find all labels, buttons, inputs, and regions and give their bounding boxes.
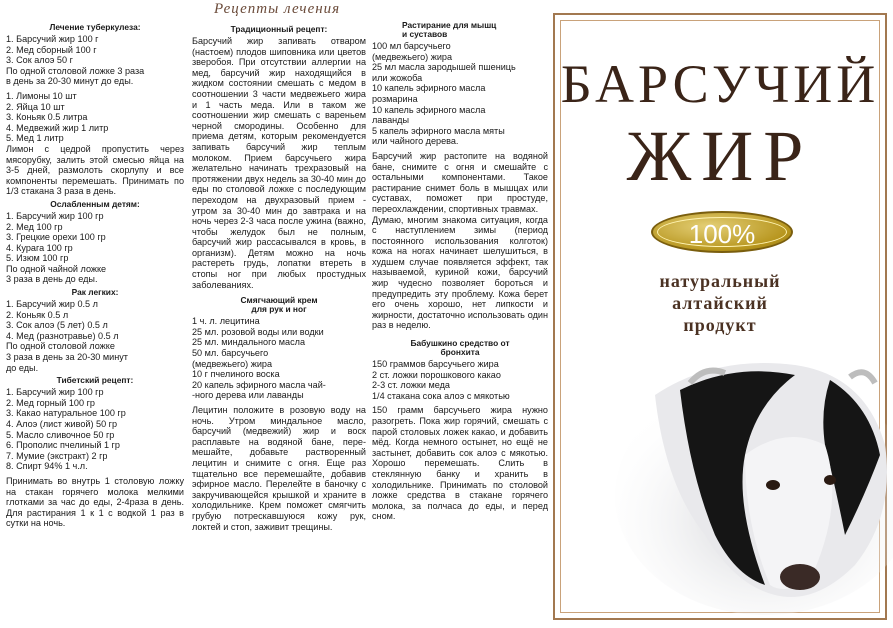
- ingredient-list: [6, 211, 184, 285]
- section-title: Смягчающий крем: [240, 295, 318, 306]
- list-line: 3. Какао натуральное 100 гр: [6, 408, 126, 419]
- instruction-text: Думаю, многим знакома ситуация, когда с наступлением зимы (период постоянного использования колготок) кожа на ногах начинает шелушиться, в худшем случае появляется эффект, так называемой, куриной кожи, барсучий жир чудесно позволяет бороться и предупредить эту проблему. Кожа берет его очень хорошо, нет липкости и жирности, достаточно использовать один раз в неделю.: [372, 214, 548, 331]
- list-line: 5 капель эфирного масла мяты: [372, 125, 505, 136]
- list-line: 7. Мумие (экстракт) 2 гр: [6, 450, 108, 461]
- list-line: 20 капель эфирного масла чай-: [192, 379, 326, 390]
- list-line: 5. Мед 1 литр: [6, 133, 64, 144]
- column-left: [6, 20, 184, 529]
- list-line: -ного дерева или лаванды: [192, 390, 304, 401]
- list-line: По одной столовой ложке 3 раза: [6, 65, 145, 76]
- list-line: 3. Сок алоэ 50 г: [6, 55, 73, 66]
- list-line: 5. Изюм 100 гр: [6, 253, 69, 264]
- product-title-line1: БАРСУЧИЙ: [560, 54, 880, 114]
- list-line: 3. Сок алоэ (5 лет) 0.5 л: [6, 320, 108, 331]
- section-title: Растирание для мышц: [402, 20, 497, 30]
- list-line: 2. Яйца 10 шт: [6, 101, 65, 112]
- list-line: 1. Барсучий жир 100 г: [6, 34, 99, 44]
- list-line: (медвежьего) жира: [372, 51, 453, 62]
- list-line: 25 мл. миндального масла: [192, 337, 306, 348]
- list-line: 1. Барсучий жир 0.5 л: [6, 299, 98, 310]
- product-panel: [553, 13, 887, 620]
- recipes-banner: Рецепты лечения: [214, 1, 341, 17]
- ingredient-list: [372, 41, 548, 147]
- list-line: 1. Барсучий жир 100 гр: [6, 210, 104, 221]
- instruction-text: Лимон с цедрой пропустить через мясорубку, залить этой смесью яйца на 3-5 дней, размолоть скорлупу и все компоненты перемешать. Принимать по 1/3 стакана 3 раза в день.: [6, 143, 184, 197]
- instruction-text: 150 грамм барсучьего жира нужно разогреть. Пока жир горячий, смешать с парой столовых ложек какао, и добавить мёд. Когда немного остынет, но ещё не застынет, добавить сок алоэ с мякотью. Хорошо перемешать. Слить в стеклянную банку и хранить в холодильнике. Принимать по столовой ложке средства в стакане горячего молока, за полчаса до еды, и перед сном.: [372, 405, 548, 522]
- list-line: 2. Мед горный 100 гр: [6, 397, 95, 408]
- list-line: в день за 20-30 минут до еды.: [6, 76, 134, 87]
- list-line: 10 г пчелиного воска: [192, 369, 280, 380]
- list-line: 100 мл барсучьего: [372, 41, 451, 51]
- list-line: 50 мл. барсучьего: [192, 348, 269, 359]
- instruction-text: Барсучий жир запивать отваром (настоем) плодов шиповника или цветов зверобоя. При отсутствии аллергии на мед, барсучий жир находящийся в жидком состоянии смешать с медом в соотношении 3 части медвежьего жира и 1 часть меда. Или в таком же соотношении жир смешать с вареньем черной смородины. Особенно для приема детям, которым рекомендуется запивать барсучий жир теплым молоком. Прием барсучьего жира желательно начинать трехразовый на протяжении двух недель за 30-40 мин до еды по столовой ложке с последующим переходом на двухразовый прием - утром за 30-40 мин до завтрака и на ночь через 2-3 часа после ужина (важно, чтобы желудок был не полным, барсучий жир рассасывался в кровь, в организм). Детям можно на ночь растереть грудь, лопатки втереть в стопы ног при любых простудных заболеваниях.: [192, 36, 366, 290]
- percent-badge: [651, 211, 793, 253]
- ingredient-list: [6, 387, 184, 472]
- list-line: 3. Грецкие орехи 100 гр: [6, 232, 106, 243]
- ingredient-list: [192, 316, 366, 401]
- list-line: 1. Лимоны 10 шт: [6, 90, 77, 101]
- list-line: 25 мл. розовой воды или водки: [192, 326, 324, 337]
- list-line: По одной столовой ложке: [6, 341, 115, 352]
- instruction-text: Лецитин положите в розовую воду на ночь. Утром миндальное масло, барсучий (медвежий) жир и воск расплавьте на водяной бане, пере-мешайте, добавьте растворенный лецитин и снимите с огня. Еще раз тщательно все перемешайте, добавив эфирное масло. Перелейте в баночку с закручивающейся крышкой и храните в холодильнике. Крем поможет смягчить грубую потрескавшуюся кожу рук, локтей и стоп, заживит трещины.: [192, 405, 366, 532]
- ear-right: [850, 372, 875, 383]
- list-line: 10 капель эфирного масла: [372, 104, 486, 115]
- list-line: до еды.: [6, 362, 39, 373]
- ingredient-list: [6, 299, 184, 373]
- list-line: 3 раза в день до еды.: [6, 274, 98, 285]
- list-line: 1. Барсучий жир 100 гр: [6, 387, 104, 398]
- section-title: Рак легких:: [71, 287, 119, 298]
- list-line: 4. Медвежий жир 1 литр: [6, 122, 109, 133]
- section-subtitle: бронхита: [440, 347, 480, 358]
- list-line: 2 ст. ложки порошкового какао: [372, 369, 501, 380]
- list-line: 1 ч. л. лецитина: [192, 316, 260, 327]
- section-title: Лечение туберкулеза:: [49, 22, 141, 32]
- list-line: или жожоба: [372, 72, 423, 83]
- list-line: (медвежьего) жира: [192, 358, 273, 369]
- list-line: розмарина: [372, 93, 418, 104]
- tagline-line: натуральный: [659, 271, 781, 291]
- badger-illustration: [595, 335, 893, 615]
- list-line: 8. Спирт 94% 1 ч.л.: [6, 461, 88, 472]
- list-line: 4. Курага 100 гр: [6, 242, 73, 253]
- list-line: 2. Коньяк 0.5 л: [6, 309, 69, 320]
- section-subtitle: и суставов: [402, 29, 448, 39]
- instruction-text: Барсучий жир растопите на водяной бане, снимите с огня и смешайте с остальными компонентами. Такое растирание снимет боль в мышцах или суставах, поможет при простуде, переохлаждении, спортивных травмах.: [372, 150, 548, 214]
- section-title: Традиционный рецепт:: [230, 24, 328, 34]
- eye-right: [824, 475, 836, 485]
- list-line: 4. Алоэ (лист живой) 50 гр: [6, 419, 118, 429]
- column-right: [372, 18, 548, 522]
- eye-left: [766, 480, 780, 490]
- ingredient-list: [372, 359, 548, 401]
- list-line: 2. Мед 100 гр: [6, 221, 63, 232]
- list-line: лаванды: [372, 115, 410, 126]
- list-line: 3. Коньяк 0.5 литра: [6, 112, 88, 123]
- percent-text: 100%: [688, 219, 756, 249]
- list-line: 10 капель эфирного масла: [372, 83, 486, 94]
- list-line: 6. Прополис пчелиный 1 гр: [6, 440, 120, 451]
- product-title-line2: ЖИР: [626, 116, 814, 196]
- column-middle: [192, 22, 366, 532]
- section-title: Тибетский рецепт:: [56, 375, 134, 386]
- tagline-line: алтайский: [672, 293, 768, 313]
- instruction-text: Принимать во внутрь 1 столовую ложку на стакан горячего молока мелкими глотками за час до еды, 2-4раза в день. Для растирания 1 к 1 с водкой 1 раз в сутки на ночь.: [6, 475, 184, 529]
- list-line: 2-3 ст. ложки меда: [372, 380, 450, 391]
- list-line: или чайного дерева.: [372, 136, 459, 147]
- nose: [780, 564, 820, 590]
- list-line: 1/4 стакана сока алоэ с мякотью: [372, 390, 510, 401]
- ingredient-list: [6, 91, 184, 144]
- section-subtitle: для рук и ног: [251, 304, 307, 315]
- section-title: Ослабленным детям:: [50, 198, 140, 209]
- list-line: 3 раза в день за 20-30 минут: [6, 352, 128, 363]
- list-line: 5. Масло сливочное 50 гр: [6, 429, 115, 440]
- list-line: 4. Мед (разнотравье) 0.5 л: [6, 330, 119, 341]
- section-title: Бабушкино средство от: [410, 338, 510, 349]
- list-line: 150 граммов барсучьего жира: [372, 359, 499, 370]
- ingredient-list: [6, 34, 184, 87]
- tagline-line: продукт: [683, 315, 757, 335]
- list-line: 2. Мед сборный 100 г: [6, 44, 97, 55]
- list-line: По одной чайной ложке: [6, 263, 107, 274]
- list-line: 25 мл масла зародышей пшениць: [372, 62, 516, 73]
